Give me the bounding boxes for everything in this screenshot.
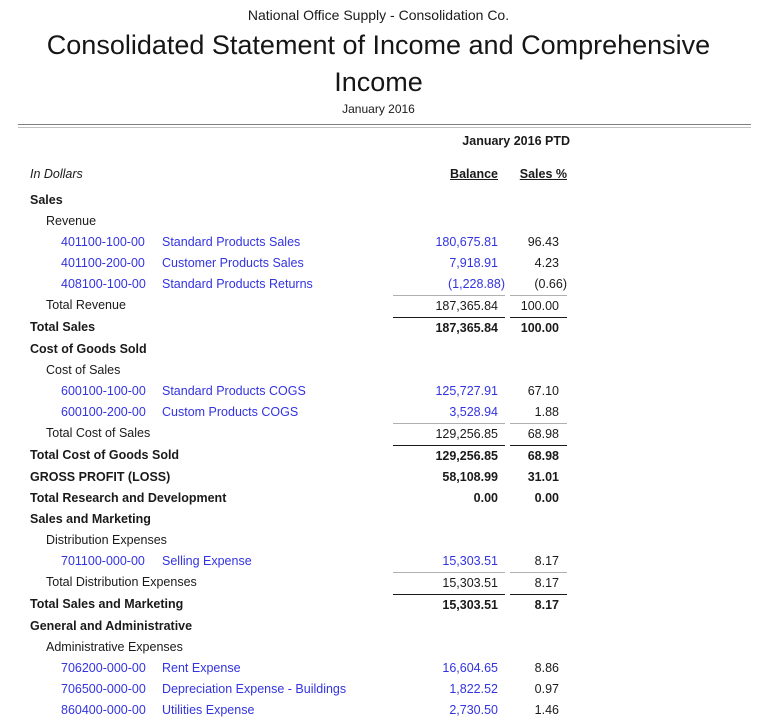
total-label: Total Cost of Goods Sold bbox=[30, 448, 180, 462]
row-description-cell bbox=[30, 253, 393, 274]
row-description-cell bbox=[30, 616, 393, 637]
sales-percent-value: 0.97 bbox=[534, 682, 559, 696]
group-label: Revenue bbox=[46, 214, 97, 228]
section-header-row bbox=[0, 190, 757, 211]
currency-note: In Dollars bbox=[30, 167, 83, 181]
empty-cell bbox=[510, 509, 567, 530]
account-name-link[interactable]: Utilities Expense bbox=[162, 703, 255, 717]
group-label: Administrative Expenses bbox=[46, 640, 183, 654]
empty-cell bbox=[510, 190, 567, 211]
sales-percent-value: 1.88 bbox=[534, 405, 559, 419]
account-name-link[interactable]: Standard Products Sales bbox=[162, 235, 301, 249]
row-description-cell bbox=[30, 658, 393, 679]
report-title: Consolidated Statement of Income and Comprehensive Income bbox=[46, 30, 711, 97]
empty-cell bbox=[510, 616, 567, 637]
section-header-row bbox=[0, 509, 757, 530]
sales-percent-value: 4.23 bbox=[534, 256, 559, 270]
balance-value[interactable]: 15,303.51 bbox=[442, 554, 498, 568]
subtotal-row bbox=[0, 295, 757, 317]
account-number-link[interactable]: 401100-100-00 bbox=[61, 235, 145, 249]
sales-percent-value: 0.00 bbox=[534, 491, 559, 505]
empty-cell bbox=[393, 509, 505, 530]
section-header-row bbox=[0, 616, 757, 637]
row-description-cell bbox=[30, 509, 393, 530]
balance-column-header: Balance bbox=[450, 167, 498, 181]
balance-value: 129,256.85 bbox=[393, 445, 505, 467]
sales-percent-value: 68.98 bbox=[510, 445, 567, 467]
sales-percent-value: (0.66) bbox=[534, 277, 567, 291]
total-label: Total Sales bbox=[30, 320, 96, 334]
balance-value[interactable]: 2,730.50 bbox=[449, 703, 498, 717]
balance-value[interactable]: 3,528.94 bbox=[449, 405, 498, 419]
row-description-cell bbox=[30, 700, 393, 721]
group-label: Cost of Sales bbox=[46, 363, 121, 377]
row-description-cell bbox=[30, 445, 393, 467]
account-number-link[interactable]: 600100-200-00 bbox=[61, 405, 146, 419]
sales-percent-value: 8.17 bbox=[510, 594, 567, 616]
row-description-cell bbox=[30, 317, 393, 339]
subtotal-row bbox=[0, 572, 757, 594]
currency-note-cell bbox=[30, 166, 393, 183]
account-name-link[interactable]: Selling Expense bbox=[162, 554, 252, 568]
sales-percent-value: 1.46 bbox=[534, 703, 559, 717]
column-header-row bbox=[0, 166, 757, 183]
sales-percent-value: 67.10 bbox=[527, 384, 559, 398]
account-row bbox=[0, 253, 757, 274]
row-description-cell bbox=[30, 381, 393, 402]
column-group-header: January 2016 PTD bbox=[462, 134, 570, 148]
total-label: Total Cost of Sales bbox=[46, 426, 151, 440]
sales-percent-value: 31.01 bbox=[527, 470, 559, 484]
empty-cell bbox=[510, 360, 567, 381]
empty-cell bbox=[510, 339, 567, 360]
sales-percent-value: 8.17 bbox=[510, 572, 567, 594]
sales-percent-value: 96.43 bbox=[527, 235, 559, 249]
empty-cell bbox=[393, 360, 505, 381]
account-name-link[interactable]: Standard Products COGS bbox=[162, 384, 306, 398]
account-row bbox=[0, 700, 757, 721]
row-description-cell bbox=[30, 211, 393, 232]
empty-cell bbox=[393, 339, 505, 360]
summary-row bbox=[0, 488, 757, 509]
total-label: Total Research and Development bbox=[30, 491, 227, 505]
balance-value[interactable]: 180,675.81 bbox=[435, 235, 498, 249]
sales-pct-column-header: Sales % bbox=[519, 167, 567, 181]
company-name: National Office Supply - Consolidation Co. bbox=[247, 7, 510, 23]
balance-value: 15,303.51 bbox=[393, 594, 505, 616]
row-description-cell bbox=[30, 488, 393, 509]
account-row bbox=[0, 274, 757, 295]
total-row bbox=[0, 594, 757, 616]
empty-cell bbox=[393, 530, 505, 551]
total-row bbox=[0, 445, 757, 467]
total-label: Total Sales and Marketing bbox=[30, 597, 184, 611]
empty-cell bbox=[393, 190, 505, 211]
summary-row bbox=[0, 467, 757, 488]
balance-value: 129,256.85 bbox=[393, 423, 505, 445]
sales-percent-value: 8.17 bbox=[534, 554, 559, 568]
account-number-link[interactable]: 701100-000-00 bbox=[61, 554, 145, 568]
section-label: General and Administrative bbox=[30, 619, 193, 633]
account-number-link[interactable]: 706200-000-00 bbox=[61, 661, 146, 675]
row-description-cell bbox=[30, 467, 393, 488]
row-description-cell bbox=[30, 679, 393, 700]
balance-value[interactable]: (1,228.88) bbox=[448, 277, 505, 291]
sales-percent-value: 100.00 bbox=[510, 317, 567, 339]
row-description-cell bbox=[30, 637, 393, 658]
balance-value: 0.00 bbox=[473, 491, 498, 505]
empty-cell bbox=[393, 211, 505, 232]
balance-column-header-cell bbox=[393, 166, 505, 183]
section-header-row bbox=[0, 339, 757, 360]
account-row bbox=[0, 381, 757, 402]
account-row bbox=[0, 232, 757, 253]
group-header-row bbox=[0, 530, 757, 551]
sales-percent-value: 8.86 bbox=[534, 661, 559, 675]
empty-cell bbox=[510, 211, 567, 232]
row-description-cell bbox=[30, 530, 393, 551]
sales-percent-value: 100.00 bbox=[510, 295, 567, 317]
subtotal-row bbox=[0, 423, 757, 445]
account-row bbox=[0, 679, 757, 700]
report-body bbox=[0, 190, 757, 721]
account-name-link[interactable]: Custom Products COGS bbox=[162, 405, 299, 419]
row-description-cell bbox=[30, 339, 393, 360]
row-description-cell bbox=[30, 274, 393, 295]
balance-value: 187,365.84 bbox=[393, 295, 505, 317]
account-number-link[interactable]: 408100-100-00 bbox=[61, 277, 146, 291]
empty-cell bbox=[510, 530, 567, 551]
balance-value[interactable]: 1,822.52 bbox=[449, 682, 498, 696]
account-name-link[interactable]: Depreciation Expense - Buildings bbox=[162, 682, 347, 696]
row-description-cell bbox=[30, 360, 393, 381]
account-name-link[interactable]: Standard Products Returns bbox=[162, 277, 313, 291]
account-row bbox=[0, 551, 757, 572]
account-row bbox=[0, 402, 757, 423]
balance-value[interactable]: 125,727.91 bbox=[435, 384, 498, 398]
section-label: Sales bbox=[30, 193, 63, 207]
account-number-link[interactable]: 600100-100-00 bbox=[61, 384, 146, 398]
account-number-link[interactable]: 401100-200-00 bbox=[61, 256, 145, 270]
row-description-cell bbox=[30, 423, 393, 445]
header-divider bbox=[18, 124, 751, 128]
account-number-link[interactable]: 706500-000-00 bbox=[61, 682, 146, 696]
total-row bbox=[0, 317, 757, 339]
account-name-link[interactable]: Customer Products Sales bbox=[162, 256, 304, 270]
section-label: Sales and Marketing bbox=[30, 512, 151, 526]
total-label: Total Distribution Expenses bbox=[46, 575, 197, 589]
total-label: Total Revenue bbox=[46, 298, 126, 312]
row-description-cell bbox=[30, 295, 393, 317]
row-description-cell bbox=[30, 190, 393, 211]
balance-value[interactable]: 16,604.65 bbox=[442, 661, 498, 675]
empty-cell bbox=[510, 637, 567, 658]
group-header-row bbox=[0, 211, 757, 232]
row-description-cell bbox=[30, 402, 393, 423]
sales-percent-value: 68.98 bbox=[510, 423, 567, 445]
account-name-link[interactable]: Rent Expense bbox=[162, 661, 241, 675]
row-description-cell bbox=[30, 594, 393, 616]
total-label: GROSS PROFIT (LOSS) bbox=[30, 470, 171, 484]
balance-value: 187,365.84 bbox=[393, 317, 505, 339]
group-header-row bbox=[0, 360, 757, 381]
group-label: Distribution Expenses bbox=[46, 533, 167, 547]
empty-cell bbox=[393, 616, 505, 637]
account-number-link[interactable]: 860400-000-00 bbox=[61, 703, 146, 717]
row-description-cell bbox=[30, 551, 393, 572]
report-period: January 2016 bbox=[342, 102, 415, 116]
balance-value[interactable]: 7,918.91 bbox=[449, 256, 498, 270]
balance-value: 15,303.51 bbox=[393, 572, 505, 594]
group-header-row bbox=[0, 637, 757, 658]
account-row bbox=[0, 658, 757, 679]
row-description-cell bbox=[30, 572, 393, 594]
sales-pct-column-header-cell bbox=[510, 166, 567, 183]
empty-cell bbox=[393, 637, 505, 658]
section-label: Cost of Goods Sold bbox=[30, 342, 147, 356]
row-description-cell bbox=[30, 232, 393, 253]
balance-value: 58,108.99 bbox=[442, 470, 498, 484]
